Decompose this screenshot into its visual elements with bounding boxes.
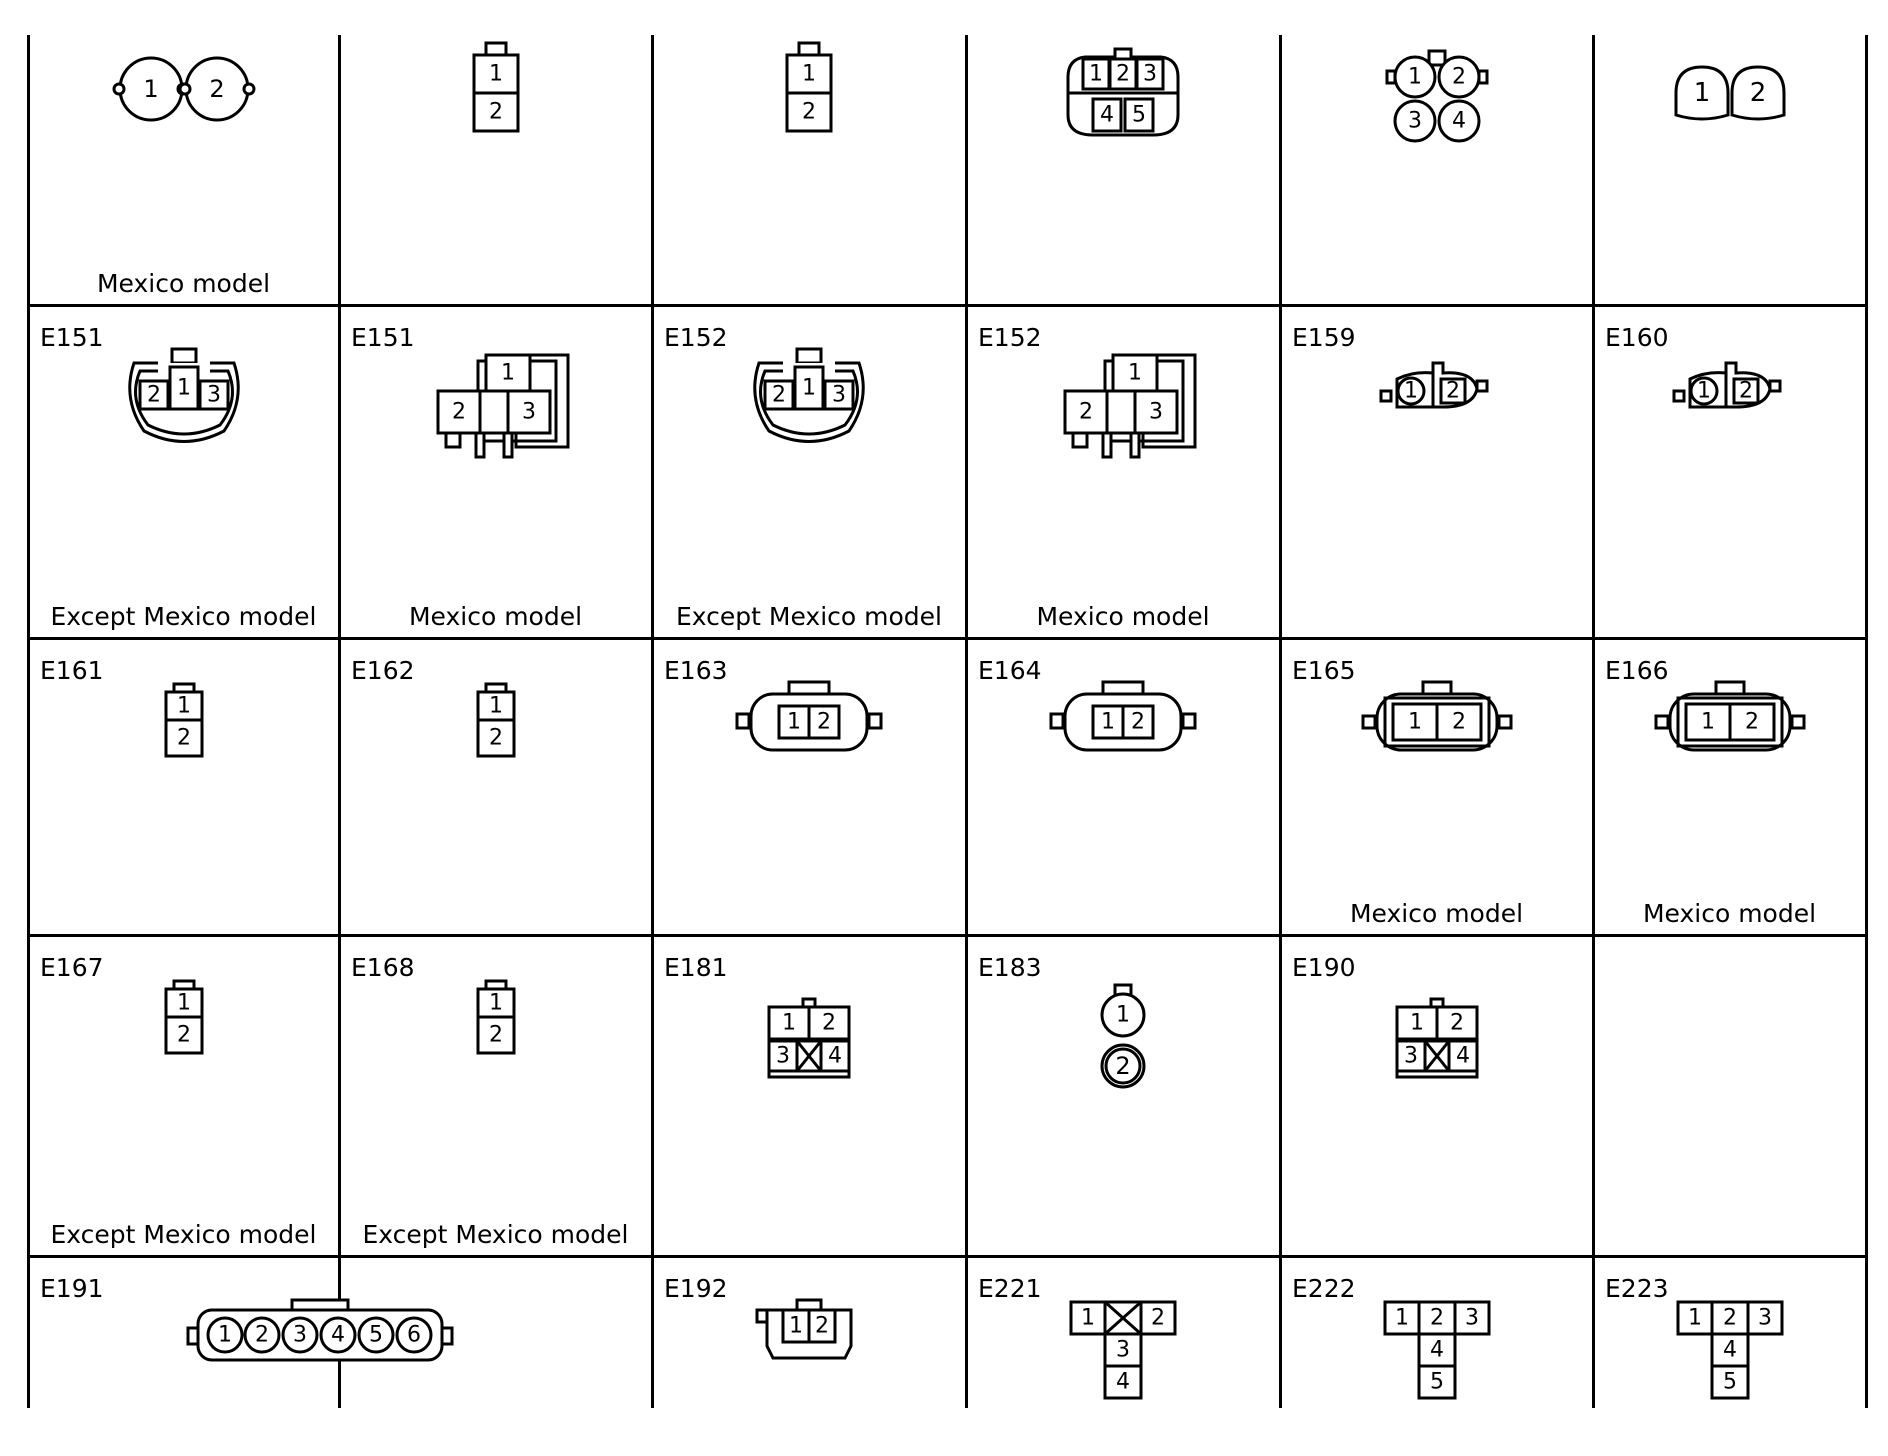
connector-cell <box>1595 1258 1864 1406</box>
pin-number: 2 <box>1452 709 1466 735</box>
pin-cell <box>1479 71 1487 83</box>
pin-cell <box>1429 51 1445 65</box>
pin-number: 2 <box>1116 61 1130 87</box>
two-pin-round-connector-icon <box>1595 37 1864 303</box>
pin-number: 4 <box>1100 102 1114 128</box>
pin-number: 1 <box>489 990 503 1016</box>
connector-code: E191 <box>40 1274 104 1303</box>
pin-cell <box>1770 381 1780 391</box>
pin-number: 5 <box>1132 102 1146 128</box>
pin-number: 1 <box>1128 360 1142 386</box>
two-pin-split-connector-icon <box>1282 307 1591 636</box>
pin-number: 3 <box>1143 61 1157 87</box>
pin-number: 3 <box>1758 1305 1772 1331</box>
pin-number: 1 <box>177 693 191 719</box>
connector-cell <box>1595 640 1864 933</box>
six-pin-inline-connector-icon <box>30 1258 650 1406</box>
connector-cell <box>341 307 650 636</box>
connector-code: E192 <box>664 1274 728 1303</box>
two-pin-oval-connector-icon <box>654 640 964 933</box>
connector-code: E152 <box>978 323 1042 352</box>
pin-cell <box>1477 381 1487 391</box>
connector-cell <box>30 307 337 636</box>
pin-number: 1 <box>1697 378 1711 404</box>
pin-cell <box>504 433 512 457</box>
connector-cell <box>1282 640 1591 933</box>
pin-number: 2 <box>1079 399 1093 425</box>
model-caption: Mexico model <box>408 602 583 631</box>
model-caption: Except Mexico model <box>50 602 317 631</box>
pin-number: 2 <box>802 99 816 125</box>
connector-cell <box>654 1258 964 1406</box>
pin-cell <box>1674 391 1684 401</box>
model-caption: Mexico model <box>96 269 271 298</box>
pin-number: 1 <box>1693 78 1711 108</box>
pin-number: 1 <box>1410 1010 1424 1036</box>
pin-number: 4 <box>1116 1369 1130 1395</box>
connector-cell <box>968 937 1278 1254</box>
connector-code: E152 <box>664 323 728 352</box>
connector-cell <box>1595 37 1864 303</box>
pin-number: 2 <box>452 399 466 425</box>
two-pin-wide-connector-icon <box>1595 640 1864 933</box>
two-pin-vertical-connector-icon <box>654 37 964 303</box>
connector-code: E151 <box>351 323 415 352</box>
pin-number: 1 <box>1081 1305 1095 1331</box>
grid-column-line <box>1865 35 1868 1408</box>
pin-number: 3 <box>776 1043 790 1069</box>
connector-cell <box>654 37 964 303</box>
pin-number: 1 <box>782 1010 796 1036</box>
model-caption: Mexico model <box>1349 899 1524 928</box>
pin-number: 1 <box>1395 1305 1409 1331</box>
pin-number: 2 <box>1749 78 1767 108</box>
pin-cell <box>1499 716 1511 728</box>
pin-cell <box>1381 391 1391 401</box>
pin-number: 1 <box>1404 378 1418 404</box>
pin-number: 5 <box>1723 1369 1737 1395</box>
pin-number: 1 <box>1089 61 1103 87</box>
pin-number: 1 <box>802 61 816 87</box>
pin-number: 2 <box>1745 709 1759 735</box>
connector-cell <box>1282 1258 1591 1406</box>
five-pin-t-connector-icon <box>1282 1258 1591 1406</box>
pin-number: 2 <box>1450 1010 1464 1036</box>
connector-cell <box>1282 37 1591 303</box>
pin-number: 6 <box>407 1322 421 1348</box>
pin-number: 1 <box>218 1322 232 1348</box>
five-pin-connector-icon <box>968 37 1278 303</box>
connector-code: E162 <box>351 656 415 685</box>
connector-cell <box>341 37 650 303</box>
connector-code: E183 <box>978 953 1042 982</box>
pin-number: 4 <box>1456 1043 1470 1069</box>
pin-number: 1 <box>789 1313 803 1339</box>
pin-number: 1 <box>1408 64 1422 90</box>
connector-code: E161 <box>40 656 104 685</box>
connector-cell <box>1282 937 1591 1254</box>
connector-cell <box>654 937 964 1254</box>
pin-number: 1 <box>177 375 191 401</box>
pin-number: 1 <box>1701 709 1715 735</box>
four-pin-block-connector-icon <box>1282 937 1591 1254</box>
connector-cell <box>30 937 337 1254</box>
pin-number: 2 <box>1723 1305 1737 1331</box>
three-pin-oval-connector-icon <box>654 307 964 636</box>
pin-cell <box>442 1328 452 1344</box>
connector-cell <box>1595 307 1864 636</box>
pin-number: 1 <box>802 375 816 401</box>
pin-number: 2 <box>772 382 786 408</box>
pin-number: 3 <box>293 1322 307 1348</box>
pin-number: 2 <box>489 1022 503 1048</box>
two-pin-small-connector-icon <box>341 640 650 933</box>
pin-cell <box>1073 433 1087 447</box>
pin-number: 2 <box>489 725 503 751</box>
pin-number: 4 <box>1452 108 1466 134</box>
pin-number: 3 <box>1408 108 1422 134</box>
connector-cell <box>968 307 1278 636</box>
pin-cell <box>799 43 819 55</box>
two-pin-vertical-connector-icon <box>341 37 650 303</box>
two-pin-oval-connector-icon <box>968 640 1278 933</box>
pin-number: 1 <box>1408 709 1422 735</box>
connector-code: E163 <box>664 656 728 685</box>
connector-cell <box>654 307 964 636</box>
pin-cell <box>486 43 506 55</box>
connector-code: E164 <box>978 656 1042 685</box>
pin-number: 3 <box>207 382 221 408</box>
pin-cell <box>1387 71 1395 83</box>
model-caption: Mexico model <box>1642 899 1817 928</box>
pin-cell <box>1051 714 1063 728</box>
two-pin-split-connector-icon <box>1595 307 1864 636</box>
pin-number: 2 <box>147 382 161 408</box>
pin-number: 2 <box>817 709 831 735</box>
pin-number: 3 <box>522 399 536 425</box>
pin-number: 2 <box>177 725 191 751</box>
four-pin-round-connector-icon <box>1282 37 1591 303</box>
connector-cell <box>341 937 650 1254</box>
pin-cell <box>797 349 821 363</box>
five-pin-t-connector-icon <box>1595 1258 1864 1406</box>
connector-code: E223 <box>1605 1274 1669 1303</box>
three-pin-oval-connector-icon <box>30 307 337 636</box>
pin-cell <box>737 714 749 728</box>
pin-cell <box>1363 716 1375 728</box>
connector-code: E167 <box>40 953 104 982</box>
pin-number: 2 <box>1430 1305 1444 1331</box>
model-caption: Mexico model <box>1036 602 1210 631</box>
pin-number: 2 <box>815 1313 829 1339</box>
connector-code: E151 <box>40 323 104 352</box>
pin-number: 3 <box>1149 399 1163 425</box>
connector-code: E222 <box>1292 1274 1356 1303</box>
pin-number: 2 <box>822 1010 836 1036</box>
connector-code: E165 <box>1292 656 1356 685</box>
pin-number: 3 <box>1404 1043 1418 1069</box>
four-pin-block-connector-icon <box>654 937 964 1254</box>
pin-cell <box>476 433 484 457</box>
three-pin-block-connector-icon <box>341 307 650 636</box>
pin-cell <box>869 714 881 728</box>
pin-cell <box>172 349 196 363</box>
double-ring-connector-icon <box>30 37 337 303</box>
connector-cell <box>30 1258 650 1406</box>
pin-number: 5 <box>369 1322 383 1348</box>
pin-number: 2 <box>255 1322 269 1348</box>
pin-number: 2 <box>1115 1052 1131 1080</box>
connector-cell <box>968 37 1278 303</box>
pin-number: 4 <box>331 1322 345 1348</box>
two-pin-small-connector-icon <box>341 937 650 1254</box>
pin-number: 1 <box>1116 1002 1130 1028</box>
pin-number: 4 <box>1430 1337 1444 1363</box>
pin-number: 2 <box>209 75 225 103</box>
pin-cell <box>1183 714 1195 728</box>
connector-code: E160 <box>1605 323 1669 352</box>
pin-number: 2 <box>177 1022 191 1048</box>
pin-number: 1 <box>1101 709 1115 735</box>
two-pin-small-connector-icon <box>30 937 337 1254</box>
pin-number: 1 <box>489 693 503 719</box>
connector-code: E159 <box>1292 323 1356 352</box>
pin-number: 1 <box>501 360 515 386</box>
two-pin-small-connector-icon <box>30 640 337 933</box>
pin-number: 1 <box>489 61 503 87</box>
pin-number: 1 <box>143 75 159 103</box>
connector-code: E168 <box>351 953 415 982</box>
pin-cell <box>446 433 460 447</box>
pin-number: 2 <box>1739 378 1753 404</box>
connector-code: E166 <box>1605 656 1669 685</box>
pin-cell <box>188 1328 198 1344</box>
connector-cell <box>341 640 650 933</box>
connector-cell <box>968 640 1278 933</box>
connector-code: E181 <box>664 953 728 982</box>
connector-cell <box>30 640 337 933</box>
pin-number: 3 <box>1116 1337 1130 1363</box>
pin-cell <box>1656 716 1668 728</box>
two-pin-wide-connector-icon <box>1282 640 1591 933</box>
pin-number: 3 <box>832 382 846 408</box>
connector-cell <box>1595 937 1864 1254</box>
pin-number: 3 <box>1465 1305 1479 1331</box>
pin-cell <box>1103 433 1111 457</box>
pin-number: 1 <box>787 709 801 735</box>
pin-cell <box>1792 716 1804 728</box>
pin-number: 2 <box>1452 64 1466 90</box>
connector-code: E190 <box>1292 953 1356 982</box>
pin-number: 2 <box>1131 709 1145 735</box>
model-caption: Except Mexico model <box>50 1220 317 1249</box>
pin-number: 1 <box>177 990 191 1016</box>
connector-cell <box>1282 307 1591 636</box>
connector-cell <box>654 640 964 933</box>
four-pin-t-connector-icon <box>968 1258 1278 1406</box>
model-caption: Except Mexico model <box>676 602 942 631</box>
connector-cell <box>968 1258 1278 1406</box>
pin-number: 2 <box>1446 378 1460 404</box>
pin-number: 2 <box>1151 1305 1165 1331</box>
connector-cell <box>30 37 337 303</box>
pin-number: 4 <box>828 1043 842 1069</box>
connector-code: E221 <box>978 1274 1042 1303</box>
pin-number: 2 <box>489 99 503 125</box>
pin-cell <box>1131 433 1139 457</box>
two-pin-latched-connector-icon <box>654 1258 964 1406</box>
model-caption: Except Mexico model <box>362 1220 629 1249</box>
three-pin-block-connector-icon <box>968 307 1278 636</box>
pin-number: 1 <box>1688 1305 1702 1331</box>
pin-number: 4 <box>1723 1337 1737 1363</box>
pin-number: 5 <box>1430 1369 1444 1395</box>
two-terminal-ring-icon <box>968 937 1278 1254</box>
